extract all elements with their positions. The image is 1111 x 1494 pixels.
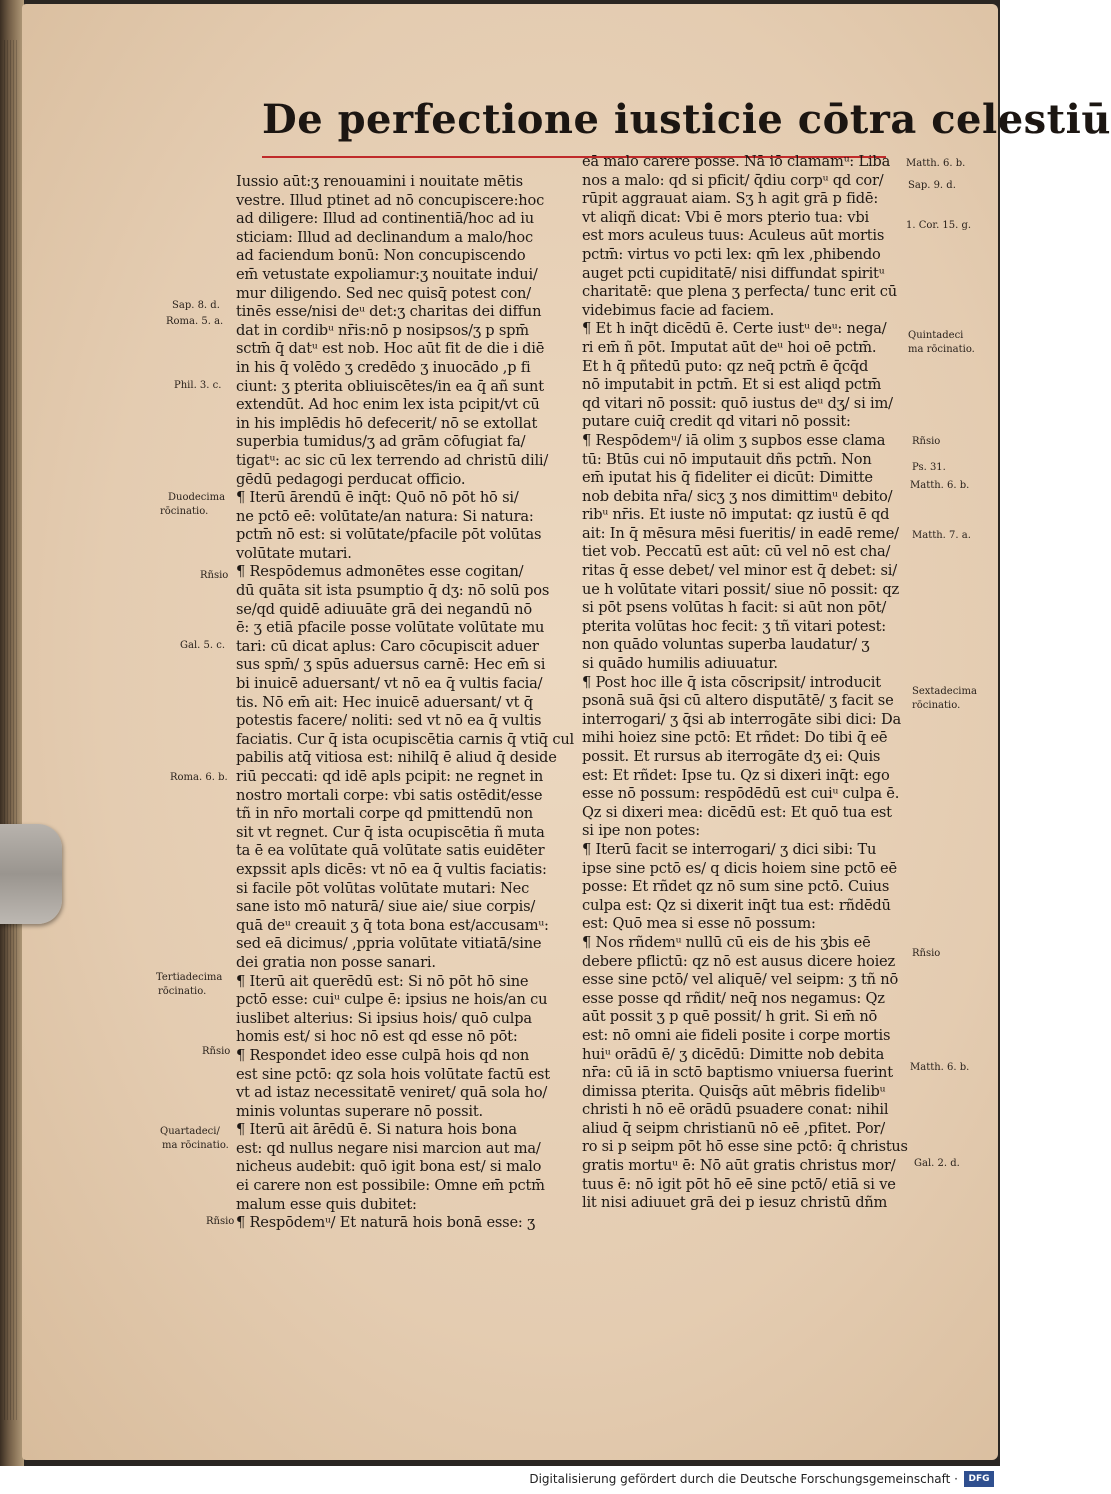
- text-line: gēdū pedagogi perducat officio.: [236, 470, 466, 488]
- text-line: nos a malo: qd si pficit/ q̄diu corpᵘ qd cor/: [582, 171, 884, 189]
- text-line: tuus ē: nō igit pōt hō eē sine pctō/ etiā si ve: [582, 1175, 896, 1193]
- text-line: malum esse quis dubitet:: [236, 1195, 417, 1213]
- margin-note: Matth. 6. b.: [906, 158, 966, 169]
- text-line: dimissa pterita. Quisq̄s aūt mēbris fidelibᵘ: [582, 1082, 886, 1100]
- text-line: videbimus facie ad faciem.: [582, 301, 775, 319]
- text-line: ri em̄ ñ pōt. Imputat aūt deᵘ hoi oē pctm̄.: [582, 338, 877, 356]
- margin-note: Rñsio: [206, 1216, 235, 1227]
- text-line: ue h volūtate vitari possit/ siue nō possit: qz: [582, 580, 899, 598]
- text-line: pabilis atq̄ vitiosa est: nihilq̄ ē aliud q̄ deside: [236, 749, 557, 767]
- text-line: esse sine pctō/ vel aliquē/ vel seipm: ʒ tñ nō: [582, 971, 899, 989]
- text-line: minis voluntas superare nō possit.: [236, 1102, 483, 1120]
- text-line: ¶ Iterū ait ārēdū ē. Si natura hois bona: [236, 1121, 517, 1139]
- text-line: ribᵘ nr̄is. Et iuste nō imputat: qz iustū ē qd: [582, 506, 890, 524]
- text-line: ro si p seipm pōt hō esse sine pctō: q̄ christus: [582, 1138, 908, 1156]
- text-line: culpa est: Qz si dixerit inq̄t tua est: rñdēdū: [582, 896, 891, 914]
- margin-note: Matth. 6. b.: [910, 480, 970, 491]
- text-line: mihi hoiez sine pctō: Et rñdet: Do tibi q̄ eē: [582, 729, 888, 747]
- margin-note: Duodecima: [168, 492, 226, 503]
- footer-bar: [0, 1466, 1000, 1494]
- margin-note: ma rōcinatio.: [162, 1140, 229, 1151]
- margin-note: Roma. 5. a.: [166, 316, 224, 327]
- text-line: volūtate mutari.: [236, 544, 352, 562]
- margin-note: Matth. 6. b.: [910, 1062, 970, 1073]
- text-line: non quādo voluntas superba laudatur/ ʒ: [582, 636, 870, 654]
- text-line: auget pcti cupiditatē/ nisi diffundat spiritᵘ: [582, 264, 885, 282]
- text-line: vestre. Illud ptinet ad nō concupiscere:hoc: [236, 191, 545, 209]
- text-line: extendūt. Ad hoc enim lex ista pcipit/vt cū: [236, 396, 540, 414]
- text-line: si quādo humilis adiuuatur.: [582, 655, 778, 673]
- text-line: pctm̄: virtus vo pcti lex: qm̄ lex ,phibendo: [582, 245, 881, 263]
- text-line: ¶ Nos rñdemᵘ nullū cū eis de his ʒbis eē: [582, 933, 871, 951]
- text-line: faciatis. Cur q̄ ista ocupiscētia carnis q̄ vtiq̄ cul: [236, 730, 575, 748]
- text-line: nostro mortali corpe: vbi satis ostēdit/esse: [236, 786, 543, 804]
- text-line: pterita volūtas hoc fecit: ʒ tñ vitari potest:: [582, 617, 887, 635]
- text-line: ei carere non est possibile: Omne em̄ pctm̄: [236, 1177, 545, 1195]
- text-line: Qz si dixeri mea: dicēdū est: Et quō tua est: [582, 803, 892, 821]
- text-line: riū peccati: qd idē apls pcipit: ne regnet in: [236, 768, 544, 785]
- text-line: huiᵘ orādū ē/ ʒ dicēdū: Dimitte nob debita: [582, 1045, 885, 1063]
- text-line: est: nō omni aie fideli posite i corpe mortis: [582, 1026, 891, 1044]
- text-line: dat in cordibᵘ nr̄is:nō p nosipsos/ʒ p spm̄: [236, 321, 529, 339]
- text-line: ritas q̄ esse debet/ vel minor est q̄ debet: si/: [582, 562, 897, 580]
- funding-credit: Digitalisierung gefördert durch die Deutsche Forschungsgemeinschaft ·: [529, 1472, 958, 1486]
- right-text-column: [582, 153, 908, 1213]
- text-line: gratis mortuᵘ ē: Nō aūt gratis christus mor/: [582, 1157, 896, 1175]
- text-line: est: qd nullus negare nisi marcion aut ma/: [236, 1139, 541, 1157]
- text-line: possit. Et rursus ab iterrogāte dʒ ei: Quis: [582, 748, 881, 765]
- book-fore-edge: [0, 0, 24, 1466]
- text-line: ¶ Respōdemus admonētes esse cogitan/: [236, 563, 524, 581]
- margin-note: Ps. 31.: [912, 462, 946, 473]
- text-line: ait: In q̄ mēsura mēsi fueritis/ in eadē reme/: [582, 524, 899, 542]
- text-line: tiet vob. Peccatū est aūt: cū vel nō est cha/: [582, 543, 891, 561]
- text-line: tari: cū dicat aplus: Caro cōcupiscit aduer: [236, 637, 539, 655]
- text-line: superbia tumidus/ʒ ad grām cōfugiat fa/: [236, 433, 526, 451]
- margin-note: Quintadeci: [908, 330, 964, 341]
- margin-note: rōcinatio.: [912, 700, 961, 711]
- text-line: pctm̄ nō est: si volūtate/pfacile pōt volūtas: [236, 526, 542, 544]
- text-line: nō imputabit in pctm̄. Et si est aliqd pctm̄: [582, 376, 882, 394]
- text-line: se/qd quidē adiuuāte grā dei negandū nō: [236, 600, 532, 618]
- text-line: dū quāta sit ista psumptio q̄ dʒ: nō solū pos: [236, 582, 550, 600]
- running-header: De perfectione iusticie cōtra celestiū: [262, 96, 1111, 143]
- text-line: si pōt psens volūtas h facit: si aūt non pōt/: [582, 599, 887, 617]
- text-line: ¶ Iterū facit se interrogari/ ʒ dici sibi: Tu: [582, 840, 877, 858]
- text-line: esse posse qd rñdit/ neq̄ nos negamus: Qz: [582, 989, 885, 1007]
- book-clip: [0, 824, 62, 924]
- text-line: ¶ Respōdemᵘ/ iā olim ʒ supbos esse clama: [582, 431, 886, 449]
- text-line: dei gratia non posse sanari.: [236, 953, 436, 971]
- text-line: ipse sine pctō es/ q dicis hoiem sine pctō eē: [582, 859, 897, 877]
- text-line: ¶ Respondet ideo esse culpā hois qd non: [236, 1046, 530, 1064]
- text-line: homis est/ si hoc nō est qd esse nō pōt:: [236, 1028, 518, 1046]
- margin-note: Phil. 3. c.: [174, 380, 222, 391]
- text-line: debere pflictū: qz nō est ausus dicere hoiez: [582, 952, 895, 970]
- text-line: vt ad istaz necessitatē veniret/ quā sola ho/: [236, 1084, 548, 1102]
- text-line: bi inuicē aduersant/ vt nō ea q̄ vultis facia/: [236, 675, 543, 693]
- text-line: potestis facere/ noliti: sed vt nō ea q̄ vultis: [236, 712, 542, 730]
- text-line: qd vitari nō possit: quō iustus deᵘ dʒ/ si im/: [582, 394, 893, 412]
- text-line: sit vt regnet. Cur q̄ ista ocupiscētia ñ muta: [236, 823, 545, 841]
- text-line: si ipe non potes:: [582, 822, 700, 840]
- text-line: mur diligendo. Sed nec quisq̄ potest con/: [236, 284, 531, 302]
- text-line: christi h nō eē orādū psuadere conat: nihil: [582, 1101, 889, 1119]
- margin-note: Gal. 2. d.: [914, 1158, 960, 1169]
- margin-note: Sextadecima: [912, 686, 977, 697]
- text-line: est mors aculeus tuus: Aculeus aūt mortis: [582, 227, 885, 245]
- margin-note: Rñsio: [202, 1046, 231, 1057]
- text-line: interrogari/ ʒ q̄si ab interrogāte sibi dici: Da: [582, 710, 901, 728]
- text-line: esse nō possum: respōdēdū est cuiᵘ culpa ē.: [582, 785, 900, 803]
- text-line: tis. Nō em̄ ait: Hec inuicē aduersant/ vt q̄: [236, 693, 533, 711]
- margin-note: Rñsio: [912, 948, 941, 959]
- text-line: ad diligere: Illud ad continentiā/hoc ad iu: [236, 210, 534, 228]
- text-line: em̄ vetustate expoliamur:ʒ nouitate indui/: [236, 265, 538, 283]
- text-line: psonā suā q̄si cū altero disputātē/ ʒ facit se: [582, 692, 894, 710]
- text-line: tigatᵘ: ac sic cū lex terrendo ad christū dili/: [236, 451, 549, 469]
- text-line: sed eā dicimus/ ,ppria volūtate vitiatā/sine: [236, 935, 542, 953]
- margin-note: rōcinatio.: [160, 506, 209, 517]
- text-line: ¶ Iterū ārendū ē inq̄t: Quō nō pōt hō si/: [236, 489, 519, 507]
- text-line: ad faciendum bonū: Non concupiscendo: [236, 247, 526, 265]
- text-line: sus spm̄/ ʒ spūs aduersus carnē: Hec em̄ si: [236, 656, 546, 674]
- margin-note: Rñsio: [912, 436, 941, 447]
- margin-note: rōcinatio.: [158, 986, 207, 997]
- margin-note: 1. Cor. 15. g.: [906, 220, 972, 231]
- text-line: est sine pctō: qz sola hois volūtate factū est: [236, 1065, 550, 1083]
- text-line: nicheus audebit: quō igit bona est/ si malo: [236, 1158, 542, 1176]
- text-line: nr̄a: cū iā in sctō baptismo vniuersa fuerint: [582, 1064, 893, 1082]
- text-line: ¶ Et h inq̄t dicēdū ē. Certe iustᵘ deᵘ: nega/: [582, 320, 887, 338]
- text-line: tū: Btūs cui nō imputauit dñs pctm̄. Non: [582, 450, 872, 468]
- text-line: aliud q̄ seipm christianū nō eē ,pfitet. Por/: [582, 1119, 885, 1137]
- text-line: putare cuiq̄ credit qd vitari nō possit:: [582, 413, 851, 431]
- text-line: ¶ Iterū ait querēdū est: Si nō pōt hō sine: [236, 972, 529, 990]
- text-line: est: Et rñdet: Ipse tu. Qz si dixeri inq̄t: ego: [582, 766, 890, 784]
- margin-note: Tertiadecima: [156, 972, 223, 983]
- text-line: posse: Et rñdet qz nō sum sine pctō. Cuius: [582, 878, 890, 896]
- text-line: charitatē: que plena ʒ perfecta/ tunc erit cū: [582, 283, 897, 301]
- margin-note: Sap. 8. d.: [172, 300, 220, 311]
- margin-note: Sap. 9. d.: [908, 180, 956, 191]
- text-line: nob debita nr̄a/ sicʒ ʒ nos dimittimᵘ debito/: [582, 487, 893, 505]
- margin-note: Quartadeci/: [160, 1126, 220, 1137]
- text-line: pctō esse: cuiᵘ culpe ē: ipsius ne hois/an cu: [236, 991, 548, 1009]
- text-line: rūpit aggrauat aiam. Sʒ h agit grā p fidē:: [582, 190, 879, 208]
- text-line: expssit apls dicēs: vt nō ea q̄ vultis faciatis:: [236, 860, 547, 878]
- left-text-column: [236, 173, 576, 1233]
- text-line: in his q̄ volēdo ʒ credēdo ʒ inuocādo ,p fi: [236, 358, 531, 376]
- text-line: vt aliqñ dicat: Vbi ē mors pterio tua: vbi: [582, 208, 869, 226]
- text-line: sane isto mō naturā/ siue aie/ siue corpis/: [236, 898, 536, 916]
- text-line: tñ in nr̄o mortali corpe qd pmittendū non: [236, 805, 534, 823]
- text-line: lit nisi adiuuet grā dei p iesuz christū dñm: [582, 1194, 888, 1212]
- text-line: ne pctō eē: volūtate/an natura: Si natura:: [236, 507, 534, 525]
- margin-note: Rñsio: [200, 570, 229, 581]
- margin-note: ma rōcinatio.: [908, 344, 975, 355]
- text-line: Et h q̄ pñtedū puto: qz neq̄ pctm̄ ē q̄cq̄d: [582, 357, 869, 375]
- text-line: eā malo carere posse. Nā iō clamamᵘ: Liba: [582, 153, 891, 170]
- margin-note: Matth. 7. a.: [912, 530, 971, 541]
- text-line: sticiam: Illud ad declinandum a malo/hoc: [236, 228, 533, 246]
- text-line: ē: ʒ etiā pfacile posse volūtate volūtate mu: [236, 619, 545, 637]
- text-line: em̄ iputat his q̄ fideliter ei dicūt: Dimitte: [582, 469, 873, 487]
- text-line: aūt possit ʒ p quē possit/ h grit. Si em̄ nō: [582, 1008, 878, 1026]
- margin-note: Gal. 5. c.: [180, 640, 226, 651]
- text-line: Iussio aūt:ʒ renouamini i nouitate mētis: [236, 173, 523, 190]
- text-line: tinēs esse/nisi deᵘ det:ʒ charitas dei diffun: [236, 303, 542, 321]
- text-line: quā deᵘ creauit ʒ q̄ tota bona est/accusamᵘ:: [236, 916, 549, 934]
- text-line: si facile pōt volūtas volūtate mutari: Nec: [236, 879, 530, 897]
- text-line: iuslibet alterius: Si ipsius hois/ quō culpa: [236, 1009, 532, 1027]
- text-line: ¶ Post hoc ille q̄ ista cōscripsit/ introducit: [582, 673, 881, 691]
- margin-note: Roma. 6. b.: [170, 772, 228, 783]
- dfg-logo: DFG: [964, 1471, 994, 1487]
- text-line: in his implēdis hō defecerit/ nō se extollat: [236, 414, 538, 432]
- text-line: ciunt: ʒ pterita obliuiscētes/in ea q̄ añ sunt: [236, 377, 544, 395]
- text-line: sctm̄ q̄ datᵘ est nob. Hoc aūt fit de die i diē: [236, 340, 545, 358]
- text-line: ta ē ea volūtate quā volūtate satis euidēter: [236, 842, 545, 860]
- text-line: est: Quō mea si esse nō possum:: [582, 915, 816, 933]
- text-line: ¶ Respōdemᵘ/ Et naturā hois bonā esse: ʒ: [236, 1214, 536, 1232]
